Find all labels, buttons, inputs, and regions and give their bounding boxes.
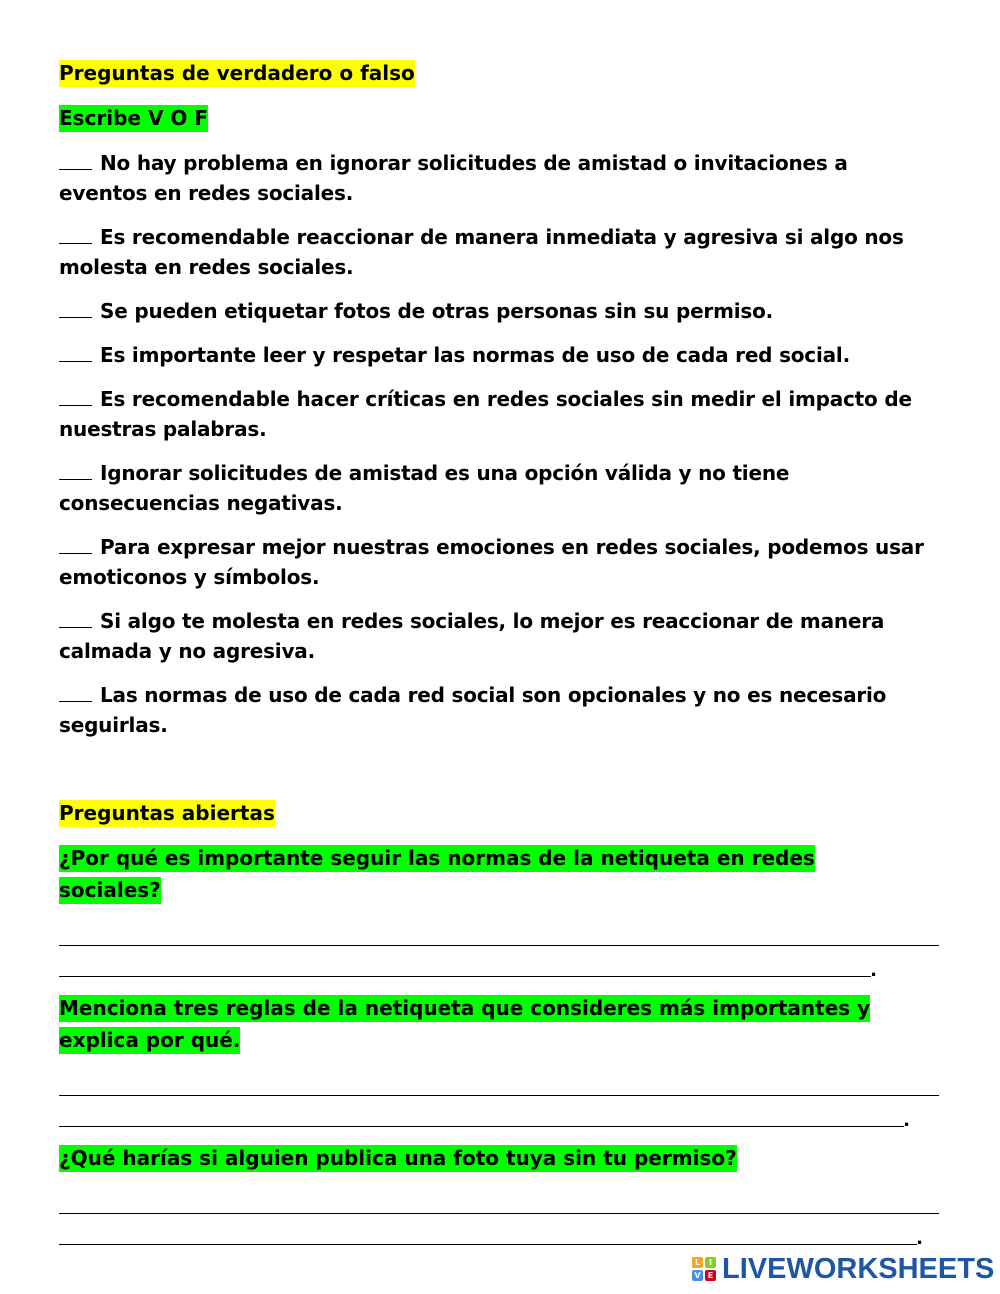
answer-blank[interactable] [59, 461, 92, 480]
badge-letter: I [705, 1257, 716, 1268]
statement-text: Es recomendable reaccionar de manera inmediata y agresiva si algo nos molesta en redes sociales. [59, 225, 904, 279]
tf-statement [59, 606, 939, 666]
tf-section-title: Preguntas de verdadero o falso [59, 61, 415, 85]
worksheet-page [59, 58, 939, 1249]
statement-text: Se pueden etiquetar fotos de otras personas sin su permiso. [100, 299, 774, 323]
line-end-mark: . [870, 960, 877, 981]
badge-letter: E [705, 1270, 716, 1281]
answer-line[interactable] [59, 1183, 939, 1214]
statement-text: Ignorar solicitudes de amistad es una opción válida y no tiene consecuencias negativas. [59, 461, 790, 515]
open-section-title: Preguntas abiertas [59, 801, 275, 825]
answer-blank[interactable] [59, 151, 92, 170]
answer-blank[interactable] [59, 343, 92, 362]
statement-text: Es importante leer y respetar las normas de uso de cada red social. [100, 343, 850, 367]
answer-line[interactable] [59, 915, 939, 946]
tf-statement [59, 222, 939, 282]
logo-badge-icon [692, 1257, 716, 1281]
open-question-1 [59, 843, 909, 907]
answer-area-1[interactable] [59, 915, 939, 981]
tf-statement [59, 148, 939, 208]
tf-instruction-row [59, 103, 939, 135]
tf-statement [59, 680, 939, 740]
answer-area-2[interactable] [59, 1065, 939, 1131]
logo-text: LIVEWORKSHEETS [722, 1253, 995, 1285]
answer-blank[interactable] [59, 225, 92, 244]
answer-blank[interactable] [59, 535, 92, 554]
statement-text: No hay problema en ignorar solicitudes de amistad o invitaciones a eventos en redes sociales. [59, 151, 848, 205]
tf-statement [59, 340, 939, 370]
answer-blank[interactable] [59, 683, 92, 702]
statement-text: Las normas de uso de cada red social son opcionales y no es necesario seguirlas. [59, 683, 887, 737]
tf-statement [59, 384, 939, 444]
open-title-row [59, 798, 939, 830]
answer-line[interactable] [59, 1096, 910, 1131]
tf-statement [59, 296, 939, 326]
answer-blank[interactable] [59, 387, 92, 406]
question-text: ¿Qué harías si alguien publica una foto tuya sin tu permiso? [59, 1146, 737, 1170]
tf-instruction: Escribe V O F [59, 106, 209, 130]
tf-statement [59, 458, 939, 518]
statement-text: Si algo te molesta en redes sociales, lo mejor es reaccionar de manera calmada y no agresiva. [59, 609, 885, 663]
badge-letter: V [692, 1270, 703, 1281]
answer-line[interactable] [59, 1065, 939, 1096]
tf-title-row [59, 58, 939, 90]
statement-text: Para expresar mejor nuestras emociones en redes sociales, podemos usar emoticonos y símbolos. [59, 535, 924, 589]
section-spacer [59, 754, 939, 798]
open-question-2 [59, 993, 909, 1057]
answer-area-3[interactable] [59, 1183, 939, 1249]
answer-line[interactable] [59, 946, 877, 981]
badge-letter: L [692, 1257, 703, 1268]
answer-blank[interactable] [59, 609, 92, 628]
line-end-mark: . [916, 1228, 923, 1249]
answer-line[interactable] [59, 1214, 923, 1249]
question-text: ¿Por qué es importante seguir las normas de la netiqueta en redes sociales? [59, 846, 815, 902]
liveworksheets-logo[interactable] [692, 1254, 994, 1284]
statement-text: Es recomendable hacer críticas en redes sociales sin medir el impacto de nuestras palabras. [59, 387, 912, 441]
answer-blank[interactable] [59, 299, 92, 318]
line-end-mark: . [903, 1110, 910, 1131]
open-question-3 [59, 1143, 909, 1175]
tf-statement [59, 532, 939, 592]
question-text: Menciona tres reglas de la netiqueta que consideres más importantes y explica por qué. [59, 996, 871, 1052]
